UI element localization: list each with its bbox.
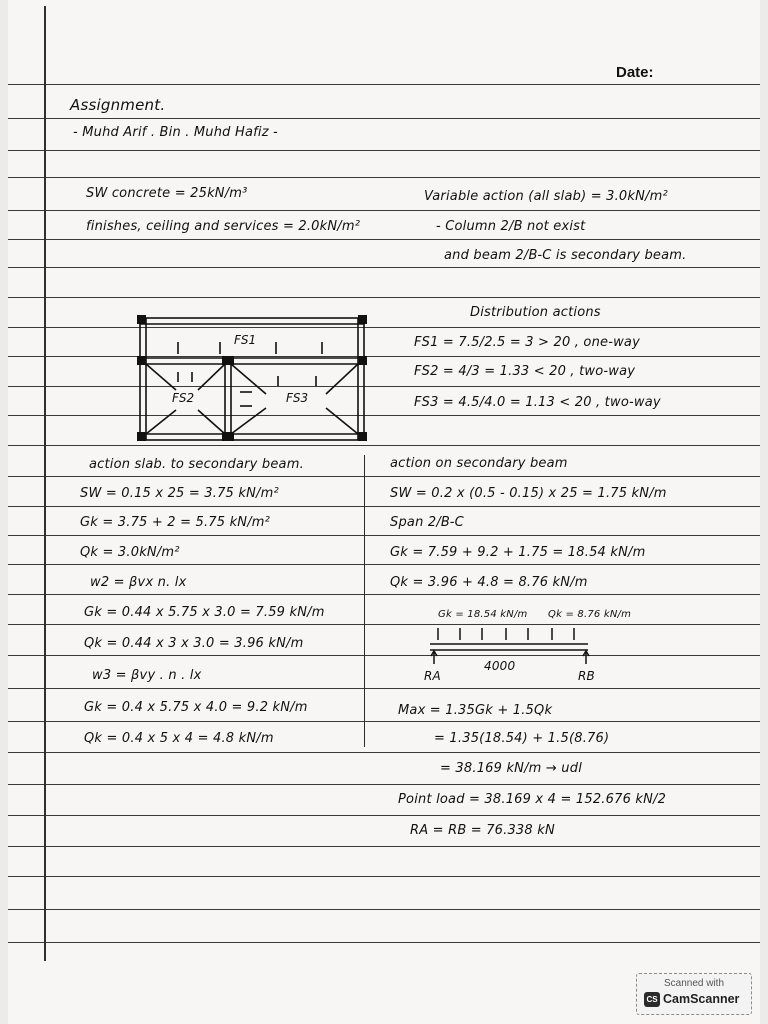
camscanner-name: CamScanner	[663, 992, 740, 1006]
scanned-with-text: Scanned with	[663, 978, 725, 989]
ruled-line	[8, 150, 760, 151]
ruled-line	[8, 415, 760, 416]
reaction-a-label: RA	[424, 669, 441, 683]
right-gk: Gk = 7.59 + 9.2 + 1.75 = 18.54 kN/m	[390, 545, 646, 560]
ruled-line	[8, 846, 760, 847]
left-gk2: Gk = 0.44 x 5.75 x 3.0 = 7.59 kN/m	[84, 605, 325, 620]
ruled-line	[8, 594, 760, 595]
distribution-heading: Distribution actions	[470, 305, 601, 320]
ruled-line	[8, 239, 760, 240]
left-qk2: Qk = 0.44 x 3 x 3.0 = 3.96 kN/m	[84, 636, 304, 651]
ruled-line	[8, 688, 760, 689]
reactions-result: RA = RB = 76.338 kN	[410, 823, 555, 838]
fs3-distribution: FS3 = 4.5/4.0 = 1.13 < 20 , two-way	[414, 395, 661, 410]
left-sw: SW = 0.15 x 25 = 3.75 kN/m²	[80, 486, 279, 501]
date-label: Date:	[616, 64, 654, 81]
column-divider	[364, 455, 365, 747]
ruled-line	[8, 655, 760, 656]
ruled-line	[8, 876, 760, 877]
margin-line	[44, 6, 46, 961]
ruled-line	[8, 784, 760, 785]
ruled-line	[8, 752, 760, 753]
camscanner-stamp	[636, 973, 752, 1015]
ruled-line	[8, 564, 760, 565]
point-load: Point load = 38.169 x 4 = 152.676 kN/2	[398, 792, 667, 807]
ruled-line	[8, 267, 760, 268]
sw-concrete-text: SW concrete = 25kN/m³	[86, 186, 248, 201]
beam-note-text: and beam 2/B-C is secondary beam.	[444, 248, 687, 263]
right-qk: Qk = 3.96 + 4.8 = 8.76 kN/m	[390, 575, 588, 590]
camscanner-logo-icon: CS	[644, 992, 660, 1007]
left-qk3: Qk = 0.4 x 5 x 4 = 4.8 kN/m	[84, 731, 274, 746]
ruled-line	[8, 386, 760, 387]
fs2-label: FS2	[172, 391, 195, 405]
ruled-line	[8, 210, 760, 211]
assignment-title: Assignment.	[70, 96, 166, 114]
left-heading: action slab. to secondary beam.	[89, 457, 304, 472]
beam-gk-label: Gk = 18.54 kN/m	[438, 609, 528, 620]
ruled-line	[8, 815, 760, 816]
ruled-line	[8, 624, 760, 625]
reaction-b-label: RB	[578, 669, 595, 683]
ruled-line	[8, 356, 760, 357]
right-span: Span 2/B-C	[390, 515, 464, 530]
finishes-text: finishes, ceiling and services = 2.0kN/m²	[86, 219, 361, 234]
ruled-line	[8, 476, 760, 477]
author-name: - Muhd Arif . Bin . Muhd Hafiz -	[73, 125, 278, 140]
right-heading: action on secondary beam	[390, 456, 568, 471]
max-substitution: = 1.35(18.54) + 1.5(8.76)	[434, 731, 610, 746]
left-qk: Qk = 3.0kN/m²	[80, 545, 180, 560]
max-result: = 38.169 kN/m → udl	[440, 761, 583, 776]
ruled-line	[8, 506, 760, 507]
beam-length-label: 4000	[484, 659, 516, 673]
ruled-line	[8, 445, 760, 446]
left-gk3: Gk = 0.4 x 5.75 x 4.0 = 9.2 kN/m	[84, 700, 308, 715]
ruled-line	[8, 118, 760, 119]
fs1-distribution: FS1 = 7.5/2.5 = 3 > 20 , one-way	[414, 335, 640, 350]
fs3-label: FS3	[286, 391, 309, 405]
ruled-line	[8, 721, 760, 722]
ruled-line	[8, 84, 760, 85]
ruled-line	[8, 942, 760, 943]
ruled-line	[8, 177, 760, 178]
fs1-label: FS1	[234, 333, 257, 347]
left-w2: w2 = βvx n. lx	[90, 575, 187, 590]
column-note-text: - Column 2/B not exist	[436, 219, 586, 234]
slab-plan-diagram	[136, 314, 372, 446]
fs2-distribution: FS2 = 4/3 = 1.33 < 20 , two-way	[414, 364, 636, 379]
ruled-line	[8, 297, 760, 298]
ruled-line	[8, 327, 760, 328]
left-gk: Gk = 3.75 + 2 = 5.75 kN/m²	[80, 515, 271, 530]
ruled-line	[8, 909, 760, 910]
notebook-page	[8, 0, 760, 1024]
max-formula: Max = 1.35Gk + 1.5Qk	[398, 703, 553, 718]
right-sw: SW = 0.2 x (0.5 - 0.15) x 25 = 1.75 kN/m	[390, 486, 667, 501]
ruled-line	[8, 535, 760, 536]
variable-action-text: Variable action (all slab) = 3.0kN/m²	[424, 189, 668, 204]
beam-qk-label: Qk = 8.76 kN/m	[548, 609, 632, 620]
left-w3: w3 = βvy . n . lx	[92, 668, 202, 683]
